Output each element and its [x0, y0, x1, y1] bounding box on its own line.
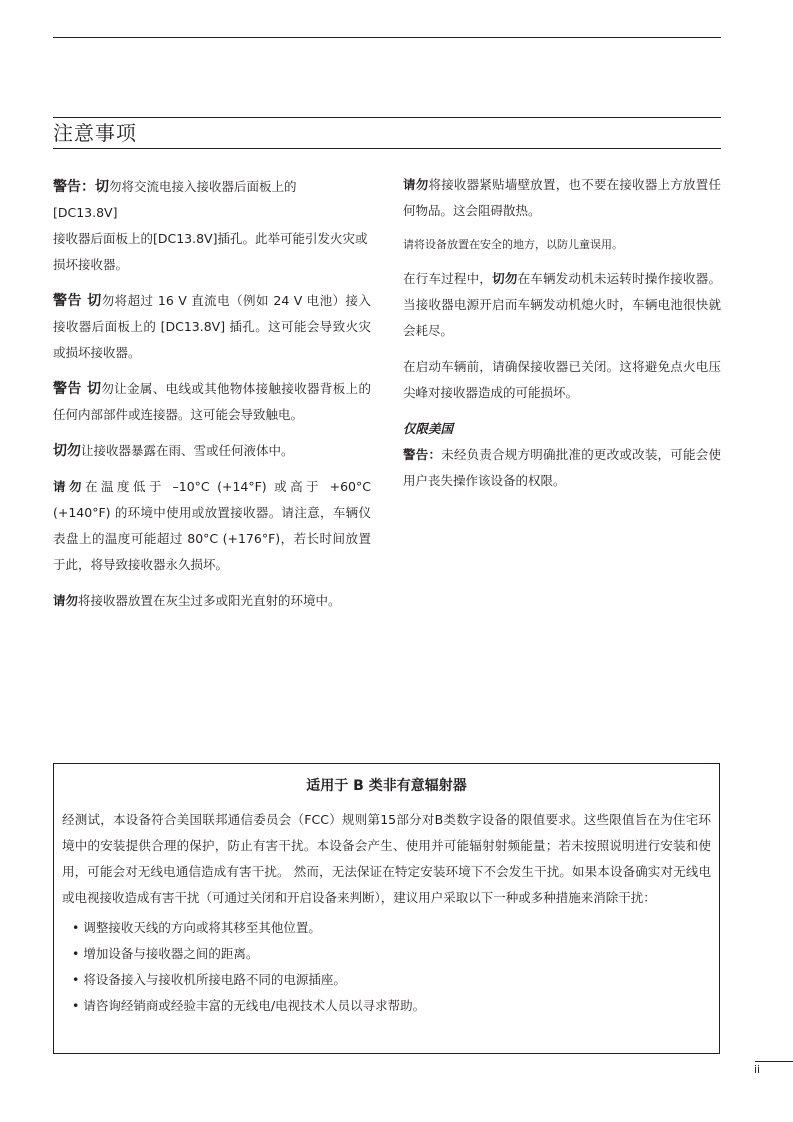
page-number-rule	[755, 1061, 793, 1062]
section-title-bar	[53, 117, 721, 149]
right-column	[403, 172, 721, 504]
caution-ignition: 在启动车辆前，请确保接收器已关闭。这将避免点火电压尖峰对接收器造成的可能损坏。	[403, 359, 721, 400]
usa-only-heading: 仅限美国	[403, 421, 454, 436]
warning-dc-voltage: 警告 切勿将超过 16 V 直流电（例如 24 V 电池）接入接收器后面板上的 [DC13.8V] 插孔。这可能会导致火灾或损坏接收器。	[53, 293, 371, 360]
section-title: 注意事项	[53, 121, 137, 145]
list-item: • 请咨询经销商或经验丰富的无线电/电视技术人员以寻求帮助。	[72, 993, 719, 1019]
list-item: • 将设备接入与接收机所接电路不同的电源插座。	[72, 967, 719, 993]
page-number: ii	[754, 1063, 761, 1076]
top-rule	[53, 37, 721, 38]
warning-metal-contact: 警告 切勿让金属、电线或其他物体接触接收器背板上的任何内部部件或连接器。这可能会导致触电。	[53, 381, 371, 422]
warning-ac-power: 警告：切勿将交流电接入接收器后面板上的 [DC13.8V] 接收器后面板上的[DC13.8V]插孔。此举可能引发火灾或损坏接收器。	[53, 179, 368, 272]
caution-children: 请将设备放置在安全的地方，以防儿童误用。	[403, 238, 623, 251]
caution-liquid: 切勿让接收器暴露在雨、雪或任何液体中。	[53, 443, 294, 459]
warning-modifications: 警告：未经负责合规方明确批准的更改或改装，可能会使用户丧失操作该设备的权限。	[403, 447, 721, 488]
fcc-body: 经测试，本设备符合美国联邦通信委员会（FCC）规则第15部分对B类数字设备的限值要求。这些限值旨在为住宅环境中的安装提供合理的保护，防止有害干扰。本设备会产生、使用并可能辐射射频能量；若未按照说明进行安装和使用，可能会对无线电通信造成有害干扰。 然而，无法保证在特定安装环境下不会发生干扰。如果本设备确实对无线电或电视接收造成有害干扰（可通过关闭和开启设备来判断），建议用户采取以下一种或多种措施来消除干扰：	[62, 812, 711, 905]
fcc-measures-list	[72, 915, 719, 1019]
fcc-title: 适用于 B 类非有意辐射器	[306, 778, 467, 794]
caution-driving: 在行车过程中，切勿在车辆发动机未运转时操作接收器。当接收器电源开启而车辆发动机熄火时，车辆电池很快就会耗尽。	[403, 271, 721, 338]
caution-wall: 请勿将接收器紧贴墙壁放置，也不要在接收器上方放置任何物品。这会阻碍散热。	[403, 177, 721, 218]
caution-dust-sun: 请勿将接收器放置在灰尘过多或阳光直射的环境中。	[53, 593, 341, 608]
list-item: • 调整接收天线的方向或将其移至其他位置。	[72, 915, 719, 941]
left-column	[53, 174, 371, 624]
list-item: • 增加设备与接收器之间的距离。	[72, 941, 719, 967]
caution-temperature: 请勿在温度低于 –10°C (+14°F) 或高于 +60°C (+140°F) 的环境中使用或放置接收器。请注意，车辆仪表盘上的温度可能超过 80°C (+176°F)，若长时间放置于此，将导致接收器永久损坏。	[53, 479, 371, 572]
fcc-notice-box	[53, 763, 720, 1054]
